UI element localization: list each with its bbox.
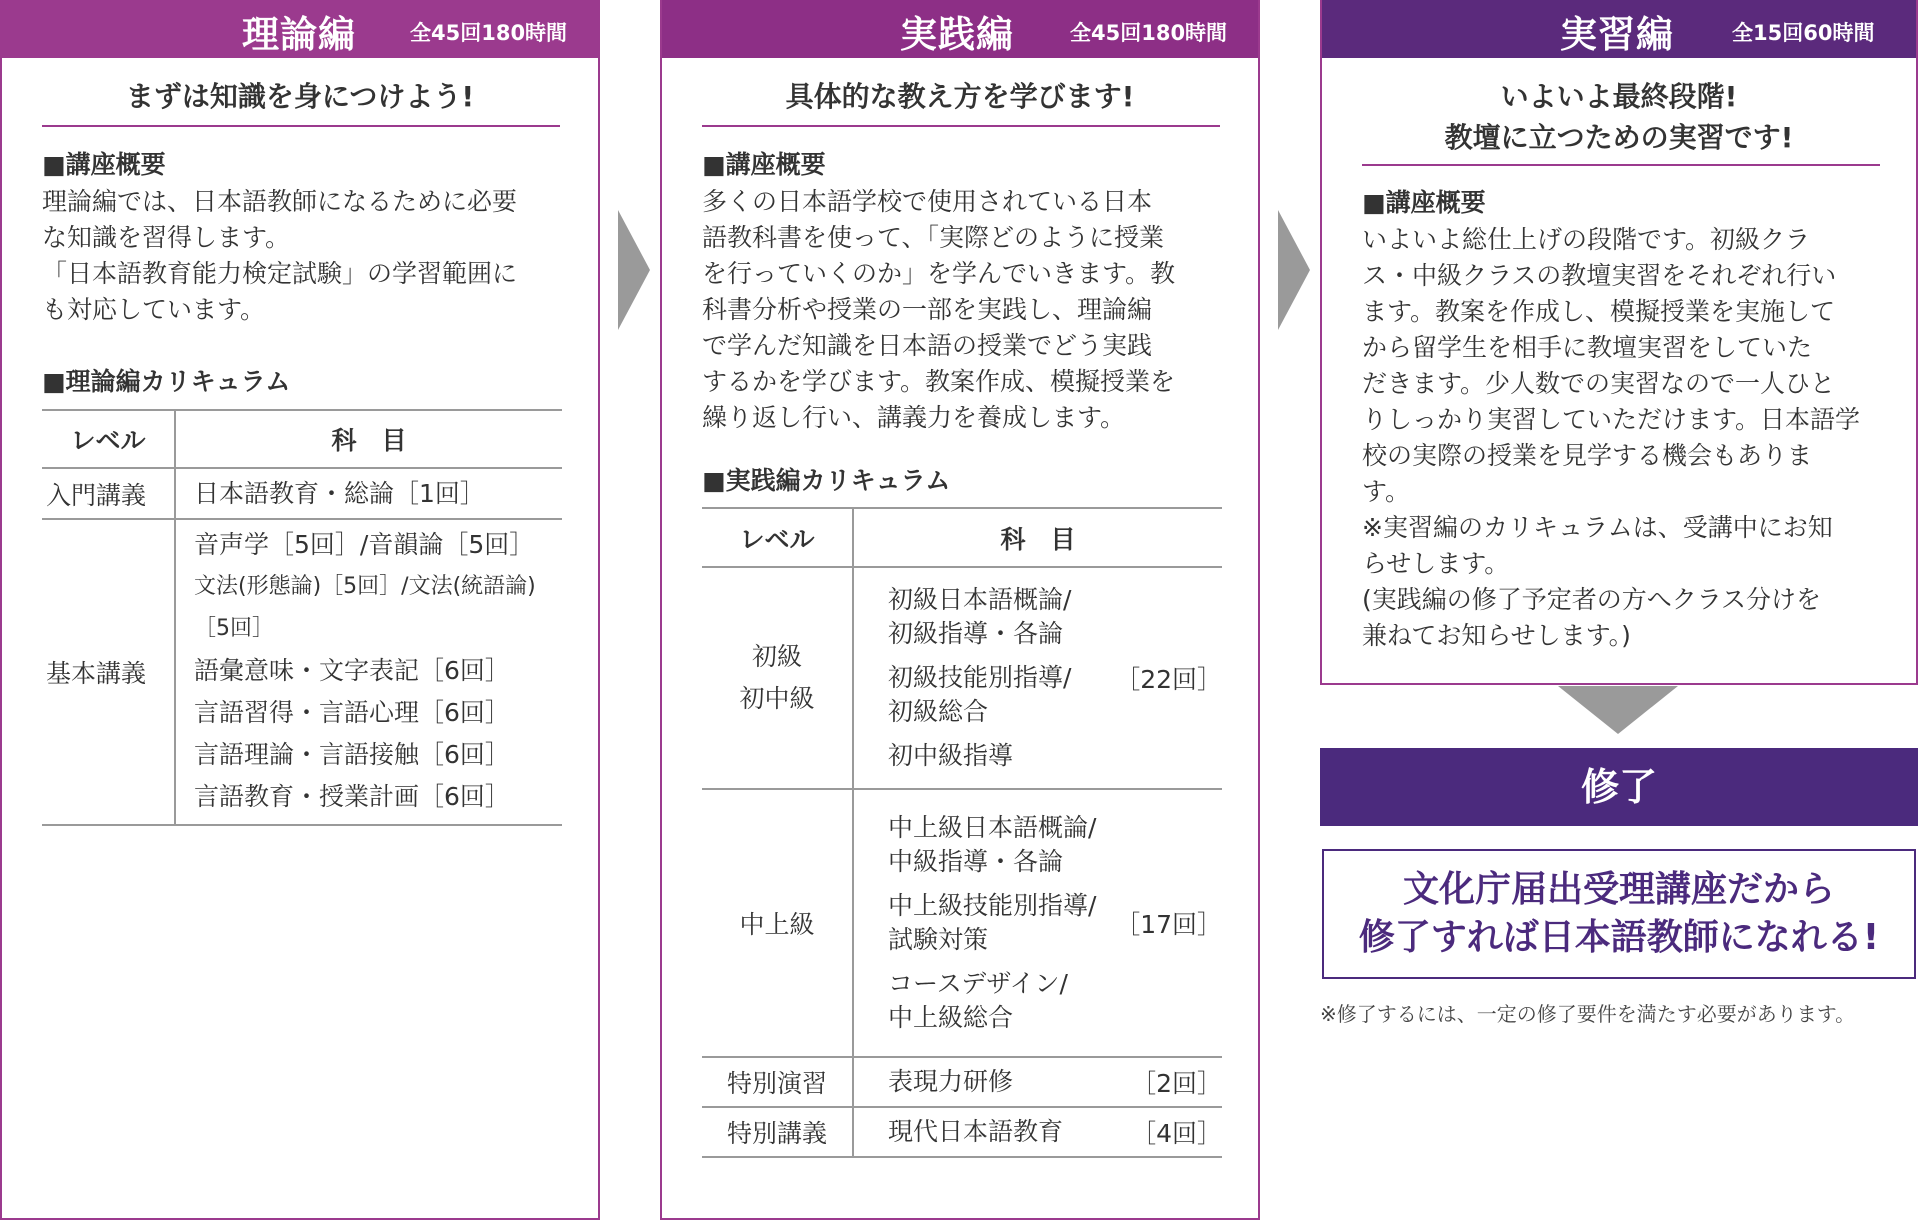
subject-cell <box>853 567 1109 789</box>
subject-item: 初中級指導 <box>888 741 1014 770</box>
subject-column-header: 科 目 <box>175 410 562 468</box>
theory-title: 理論編 <box>242 13 356 56</box>
level-cell: 特別演習 <box>702 1057 853 1107</box>
subject-item: 文法(形態論)［5回］/文法(統語論)［5回］ <box>194 574 536 641</box>
session-count: ［2回］ <box>1109 1057 1222 1107</box>
theory-duration: 全45回180時間 <box>410 21 568 45</box>
subject-item: 初級日本語概論/ <box>888 585 1072 614</box>
highlight-line: 文化庁届出受理講座だから <box>1402 869 1835 910</box>
training-tagline-rule <box>1362 164 1880 166</box>
certification-highlight <box>1322 849 1916 979</box>
subject-cell <box>175 519 562 825</box>
subject-item: 表現力研修 <box>888 1067 1014 1096</box>
table-row <box>702 1107 1222 1157</box>
training-panel <box>1320 0 1918 685</box>
level-cell <box>702 789 853 1057</box>
level-column-header: レベル <box>702 508 853 567</box>
table-row <box>42 468 562 519</box>
subject-item: 中上級総合 <box>888 1003 1014 1032</box>
level-cell <box>702 567 853 789</box>
level-cell: 基本講義 <box>42 519 175 825</box>
highlight-line: 修了すれば日本語教師になれる! <box>1358 917 1880 958</box>
session-count: ［22回］ <box>1109 567 1222 789</box>
level-column-header: レベル <box>42 410 175 468</box>
subject-item: 言語教育・授業計画［6回］ <box>194 782 510 811</box>
level-cell: 入門講義 <box>42 468 175 519</box>
completion-note: ※修了するには、一定の修了要件を満たす必要があります。 <box>1320 1002 1856 1026</box>
training-tagline-2: 教壇に立つための実習です! <box>1444 121 1794 154</box>
training-header <box>1322 0 1916 58</box>
practice-overview-heading: ■講座概要 <box>702 150 826 179</box>
practice-overview-text: 多くの日本語学校で使用されている日本 語教科書を使って、「実際どのように授業 を行っていくのか」を学んでいきます。教 科書分析や授業の一部を実践し、理論編 で学んだ知識を日本語の授業でどう実践 するかを学びます。教案作成、模擬授業を 繰り返し行い、講義力を養成します。 <box>702 187 1176 432</box>
subject-item: 初級技能別指導/ <box>888 663 1072 692</box>
table-row <box>702 567 1222 789</box>
level-cell: 特別講義 <box>702 1107 853 1157</box>
subject-item: 音声学［5回］/音韻論［5回］ <box>194 530 535 559</box>
subject-item: 現代日本語教育 <box>888 1117 1064 1146</box>
subject-item: 語彙意味・文字表記［6回］ <box>194 656 510 685</box>
theory-overview-heading: ■講座概要 <box>42 150 166 179</box>
subject-column-header: 科 目 <box>853 508 1222 567</box>
theory-tagline-rule <box>42 125 560 127</box>
theory-overview-text: 理論編では、日本語教師になるために必要 な知識を習得します。 「日本語教育能力検定試験」の学習範囲に も対応しています。 <box>42 187 518 324</box>
subject-cell <box>853 789 1109 1057</box>
finish-banner <box>1320 748 1918 826</box>
training-overview-heading: ■講座概要 <box>1362 188 1486 217</box>
level-line: 初中級 <box>739 684 815 713</box>
subject-cell <box>853 1057 1109 1107</box>
practice-title: 実践編 <box>900 13 1014 56</box>
subject-item: 日本語教育・総論［1回］ <box>194 478 485 508</box>
subject-item: 中級指導・各論 <box>888 847 1064 876</box>
arrow-down-icon <box>1558 686 1678 734</box>
theory-curriculum-table <box>42 409 562 826</box>
subject-cell <box>853 1107 1109 1157</box>
subject-item: 試験対策 <box>888 925 989 954</box>
practice-curriculum-table <box>702 507 1222 1158</box>
theory-tagline: まずは知識を身につけよう! <box>125 80 475 113</box>
table-row <box>702 1057 1222 1107</box>
practice-header <box>662 0 1258 58</box>
practice-panel <box>660 0 1260 1220</box>
table-row <box>702 789 1222 1057</box>
training-tagline-1: いよいよ最終段階! <box>1500 80 1738 113</box>
session-count: ［4回］ <box>1109 1107 1222 1157</box>
arrow-right-icon <box>1278 210 1310 330</box>
level-line: 中上級 <box>739 910 815 939</box>
subject-cell <box>175 468 562 519</box>
theory-curriculum-heading: ■理論編カリキュラム <box>42 367 291 396</box>
finish-label: 修了 <box>1580 765 1657 809</box>
practice-duration: 全45回180時間 <box>1070 21 1228 45</box>
practice-tagline: 具体的な教え方を学びます! <box>785 80 1135 113</box>
subject-item: 中上級日本語概論/ <box>888 813 1097 842</box>
table-row <box>42 519 562 825</box>
theory-panel <box>0 0 600 1220</box>
training-duration: 全15回60時間 <box>1732 21 1875 45</box>
level-line: 初級 <box>751 642 802 671</box>
training-overview-text: いよいよ総仕上げの段階です。初級クラ ス・中級クラスの教壇実習をそれぞれ行い ます。教案を作成し、模擬授業を実施して から留学生を相手に教壇実習をしていた だきます。少人数での実習なので一人ひと りしっかり実習していただけます。日本語学 校の実際の授業を見学する機会もありま す。 ※実習編のカリキュラムは、受講中にお知 らせします。 (実践編の修了予定者の方へクラス分けを 兼ねてお知らせします。) <box>1362 225 1861 650</box>
theory-header <box>2 0 598 58</box>
subject-item: 初級指導・各論 <box>888 619 1064 648</box>
subject-item: 初級総合 <box>888 697 989 726</box>
session-count: ［17回］ <box>1109 789 1222 1057</box>
subject-item: コースデザイン/ <box>888 969 1068 998</box>
training-title: 実習編 <box>1560 13 1674 56</box>
subject-item: 中上級技能別指導/ <box>888 891 1097 920</box>
subject-item: 言語習得・言語心理［6回］ <box>194 698 510 727</box>
practice-tagline-rule <box>702 125 1220 127</box>
arrow-right-icon <box>618 210 650 330</box>
practice-curriculum-heading: ■実践編カリキュラム <box>702 466 951 495</box>
subject-item: 言語理論・言語接触［6回］ <box>194 740 510 769</box>
